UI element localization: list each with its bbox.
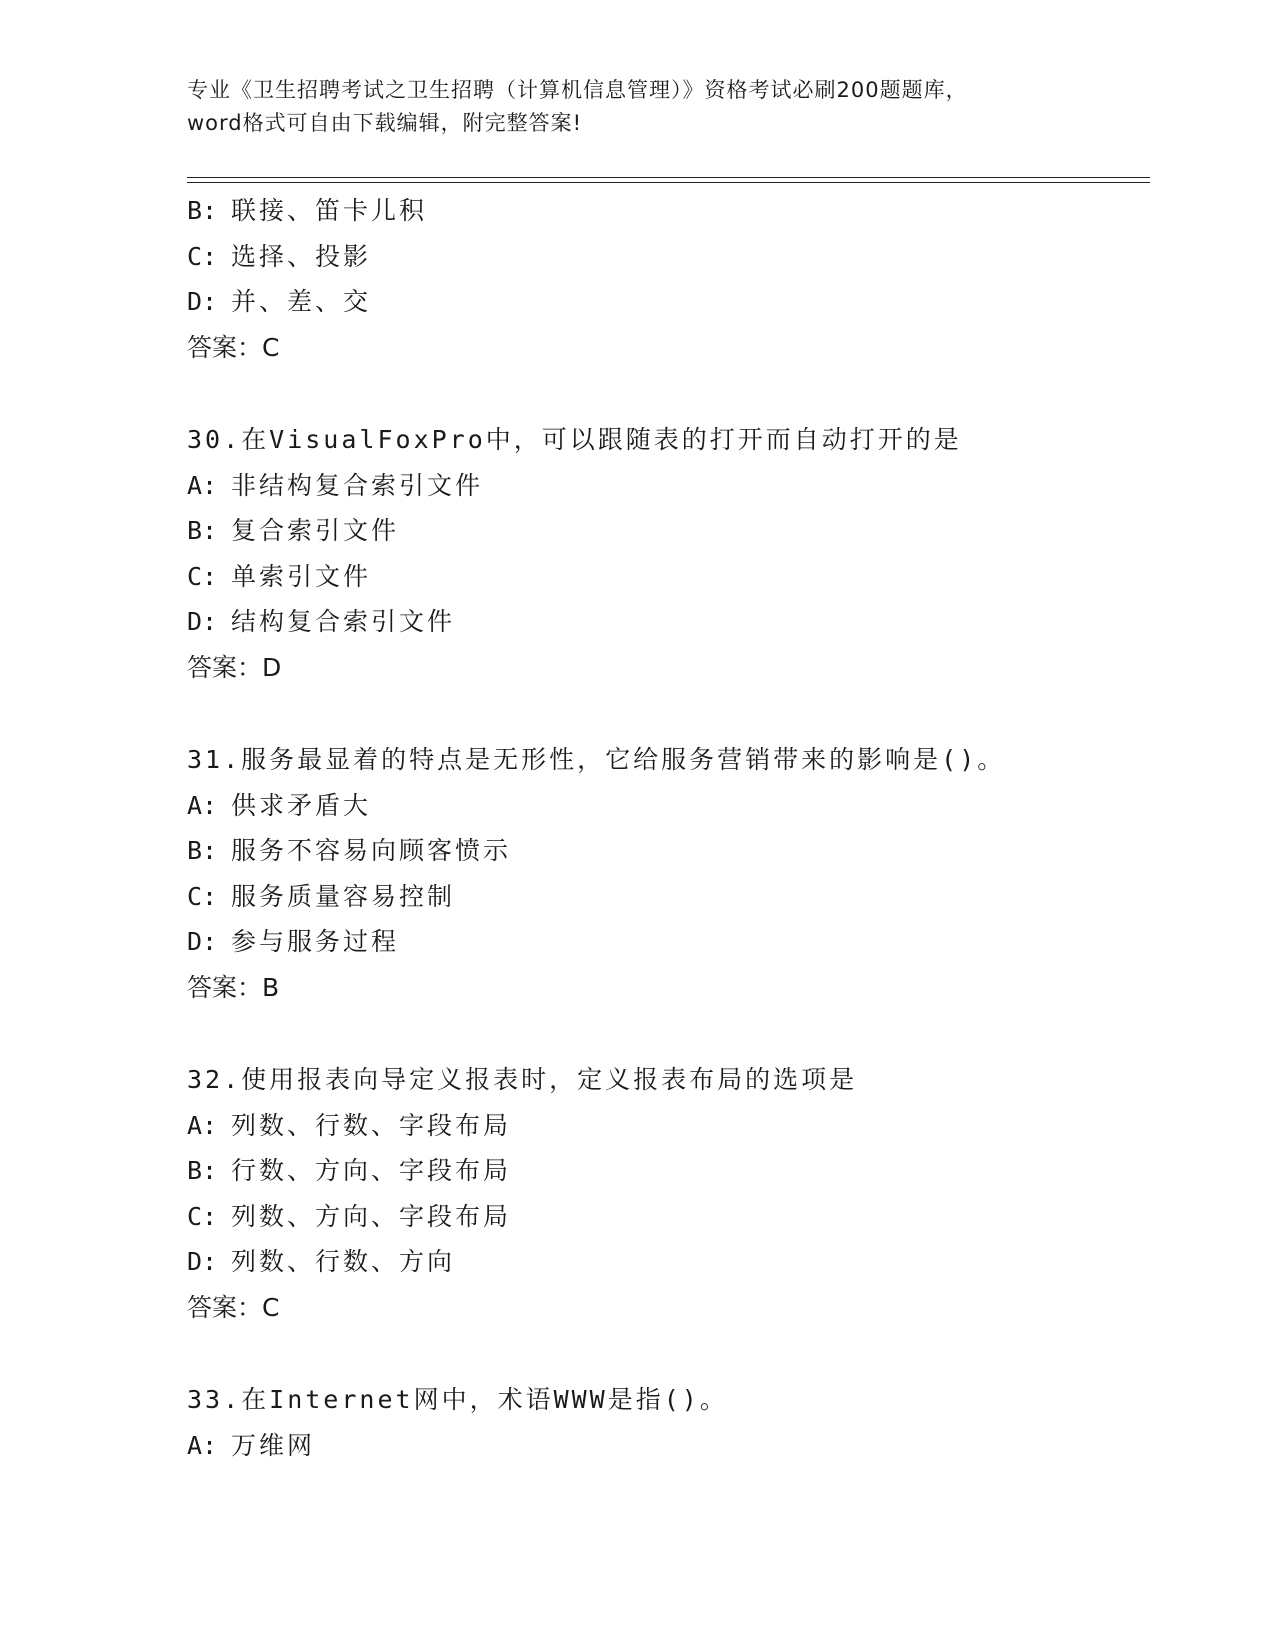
option-key: C: <box>187 561 218 591</box>
question-31 <box>187 737 1150 1010</box>
option-key: D: <box>187 607 218 636</box>
option-text: 单索引文件 <box>231 561 372 591</box>
option-text: 万维网 <box>231 1430 316 1460</box>
option-key: B: <box>187 836 218 865</box>
answer-line: 答案：B <box>187 972 280 1002</box>
option-c <box>187 1194 1150 1240</box>
option-a <box>187 1423 1150 1469</box>
option-d <box>187 1239 1150 1285</box>
option-b <box>187 508 1150 554</box>
question-32 <box>187 1057 1150 1330</box>
option-key: A: <box>187 1110 218 1140</box>
question-30 <box>187 417 1150 690</box>
question-33 <box>187 1377 1150 1468</box>
option-key: D: <box>187 287 218 316</box>
option-text: 服务不容易向顾客愤示 <box>231 836 512 865</box>
question-list <box>187 188 1150 1468</box>
option-text: 列数、行数、方向 <box>231 1247 456 1276</box>
question-text: 30.在VisualFoxPro中，可以跟随表的打开而自动打开的是 <box>187 425 962 454</box>
answer-line: 答案：C <box>187 332 280 362</box>
option-b <box>187 828 1150 874</box>
option-a <box>187 1103 1150 1149</box>
option-text: 参与服务过程 <box>231 927 400 956</box>
option-text: 行数、方向、字段布局 <box>231 1156 512 1185</box>
option-d <box>187 279 1150 325</box>
option-a <box>187 783 1150 829</box>
option-a <box>187 463 1150 509</box>
option-c <box>187 874 1150 920</box>
option-key: D: <box>187 927 218 956</box>
option-text: 并、差、交 <box>231 287 372 316</box>
option-key: B: <box>187 516 218 545</box>
option-b <box>187 1148 1150 1194</box>
option-key: A: <box>187 470 218 500</box>
option-text: 复合索引文件 <box>231 516 400 545</box>
option-text: 结构复合索引文件 <box>231 607 456 636</box>
option-text: 服务质量容易控制 <box>231 881 456 911</box>
option-text: 供求矛盾大 <box>231 790 372 820</box>
option-text: 选择、投影 <box>231 241 372 271</box>
option-text: 列数、行数、字段布局 <box>231 1110 512 1140</box>
question-text: 33.在Internet网中，术语WWW是指()。 <box>187 1385 728 1414</box>
option-c <box>187 234 1150 280</box>
option-text: 联接、笛卡儿积 <box>231 196 428 225</box>
option-d <box>187 919 1150 965</box>
answer-line: 答案：C <box>187 1292 280 1322</box>
option-d <box>187 599 1150 645</box>
option-c <box>187 554 1150 600</box>
document-header <box>187 74 1087 140</box>
option-key: A: <box>187 790 218 820</box>
option-text: 非结构复合索引文件 <box>231 470 484 500</box>
header-line-2: word格式可自由下载编辑，附完整答案! <box>187 111 583 135</box>
option-b <box>187 188 1150 234</box>
option-key: C: <box>187 881 218 911</box>
option-key: D: <box>187 1247 218 1276</box>
question-text: 32.使用报表向导定义报表时，定义报表布局的选项是 <box>187 1065 858 1094</box>
question-text: 31.服务最显着的特点是无形性，它给服务营销带来的影响是()。 <box>187 745 1006 774</box>
option-key: C: <box>187 241 218 271</box>
header-divider-top <box>187 177 1150 178</box>
option-key: B: <box>187 1156 218 1185</box>
option-key: C: <box>187 1201 218 1231</box>
option-key: B: <box>187 196 218 225</box>
option-text: 列数、方向、字段布局 <box>231 1201 512 1231</box>
answer-line: 答案：D <box>187 652 282 682</box>
question-29-continued <box>187 188 1150 370</box>
header-line-1: 专业《卫生招聘考试之卫生招聘（计算机信息管理）》资格考试必刷200题题库， <box>187 78 968 102</box>
header-divider-bottom <box>187 182 1150 183</box>
option-key: A: <box>187 1430 218 1460</box>
